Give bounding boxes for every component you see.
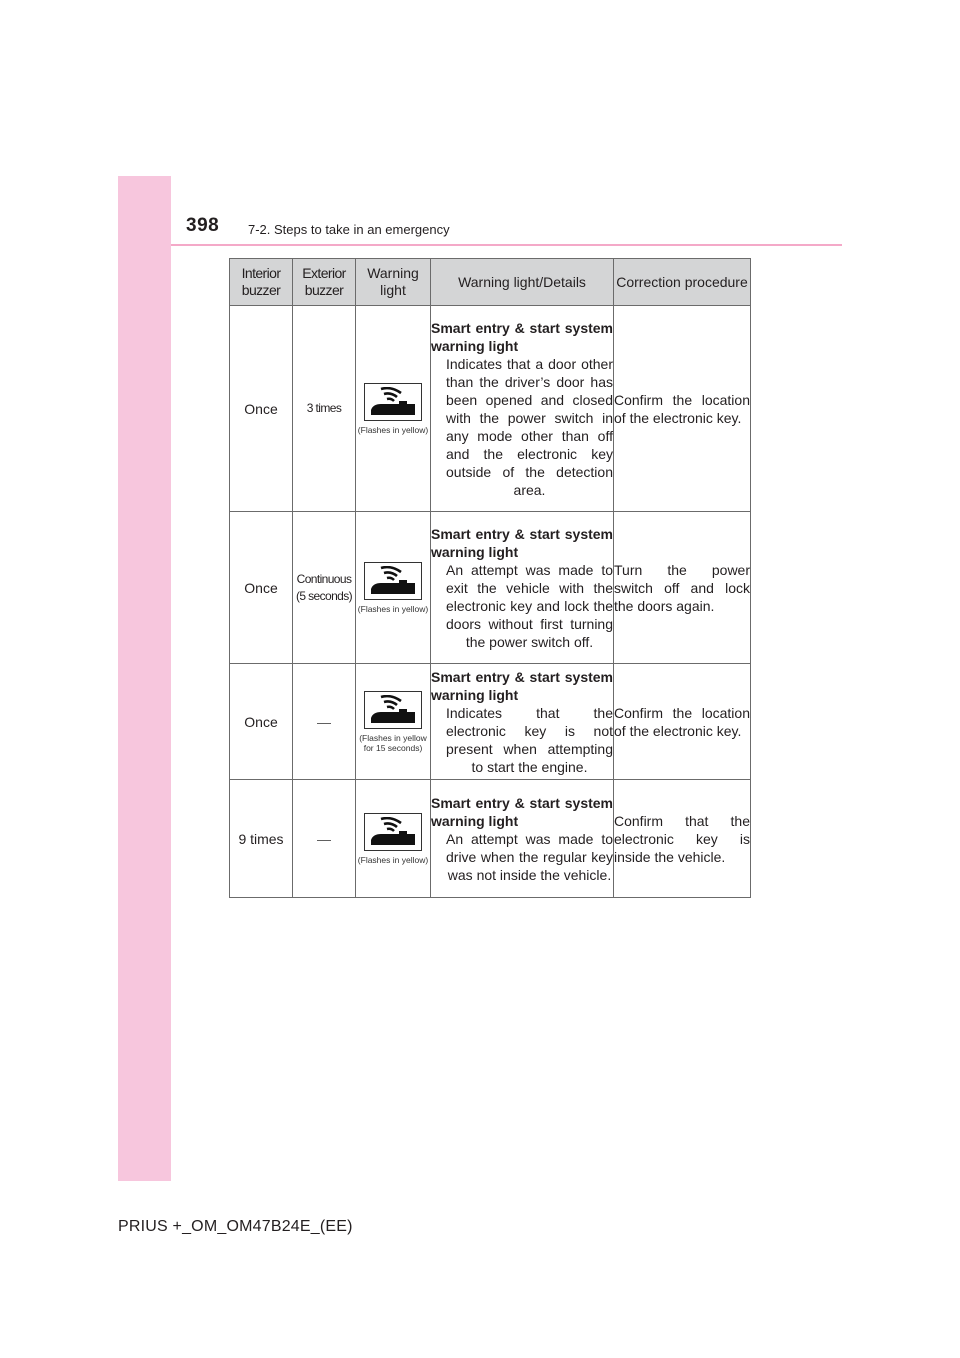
details-cell xyxy=(431,306,614,512)
smart-key-warning-icon xyxy=(364,813,422,851)
exterior-buzzer-cell: Continuous (5 seconds) xyxy=(293,512,356,664)
table-row xyxy=(230,512,751,664)
interior-buzzer-cell: Once xyxy=(230,512,293,664)
header-interior-buzzer: Interior buzzer xyxy=(230,259,293,306)
exterior-buzzer-cell: — xyxy=(293,664,356,780)
exterior-buzzer-cell: 3 times xyxy=(293,306,356,512)
correction-cell: Turn the power switch off and lock the doors again. xyxy=(614,512,751,664)
details-body: An attempt was made to exit the vehicle with the electronic key and lock the doors without first turning the power switch off. xyxy=(446,561,613,650)
details-body: Indicates that a door other than the driver’s door has been opened and closed with the power switch in any mode other than off and the electronic key outside of the detection area. xyxy=(446,355,613,498)
header-divider xyxy=(171,244,842,246)
header-correction: Correction procedure xyxy=(614,259,751,306)
flash-note: (Flashes in yellow for 15 seconds) xyxy=(359,732,427,753)
flash-note: (Flashes in yellow) xyxy=(357,603,429,614)
warning-light-cell xyxy=(356,664,431,780)
exterior-buzzer-cell: — xyxy=(293,780,356,898)
document-id: PRIUS +_OM_OM47B24E_(EE) xyxy=(118,1218,353,1235)
table-row xyxy=(230,306,751,512)
flash-note: (Flashes in yellow) xyxy=(357,424,429,435)
flash-note: (Flashes in yellow) xyxy=(357,854,429,865)
page-number: 398 xyxy=(186,215,220,236)
header-exterior-buzzer: Exterior buzzer xyxy=(293,259,356,306)
details-cell xyxy=(431,512,614,664)
correction-cell: Confirm the location of the electronic key. xyxy=(614,664,751,780)
smart-key-warning-icon xyxy=(364,383,422,421)
warning-light-cell xyxy=(356,306,431,512)
details-title: Smart entry & start system warning light xyxy=(431,794,613,829)
details-title: Smart entry & start system warning light xyxy=(431,668,613,703)
table-header-row xyxy=(230,259,751,306)
smart-key-warning-icon xyxy=(364,562,422,600)
warning-light-cell xyxy=(356,512,431,664)
details-body: An attempt was made to drive when the regular key was not inside the vehicle. xyxy=(446,830,613,883)
smart-key-warning-icon xyxy=(364,691,422,729)
details-body: Indicates that the electronic key is not present when attempting to start the engine. xyxy=(446,704,613,775)
details-title: Smart entry & start system warning light xyxy=(431,319,613,354)
table-row xyxy=(230,664,751,780)
correction-cell: Confirm the location of the electronic key. xyxy=(614,306,751,512)
section-title: 7-2. Steps to take in an emergency xyxy=(248,222,450,237)
correction-cell: Confirm that the electronic key is inside the vehicle. xyxy=(614,780,751,898)
interior-buzzer-cell: Once xyxy=(230,306,293,512)
chapter-sidebar-tab xyxy=(118,176,171,1181)
warning-buzzer-table xyxy=(229,258,751,898)
header-warning-light: Warning light xyxy=(356,259,431,306)
details-cell xyxy=(431,780,614,898)
interior-buzzer-cell: Once xyxy=(230,664,293,780)
warning-light-cell xyxy=(356,780,431,898)
details-cell xyxy=(431,664,614,780)
header-details: Warning light/Details xyxy=(431,259,614,306)
interior-buzzer-cell: 9 times xyxy=(230,780,293,898)
table-row xyxy=(230,780,751,898)
details-title: Smart entry & start system warning light xyxy=(431,525,613,560)
